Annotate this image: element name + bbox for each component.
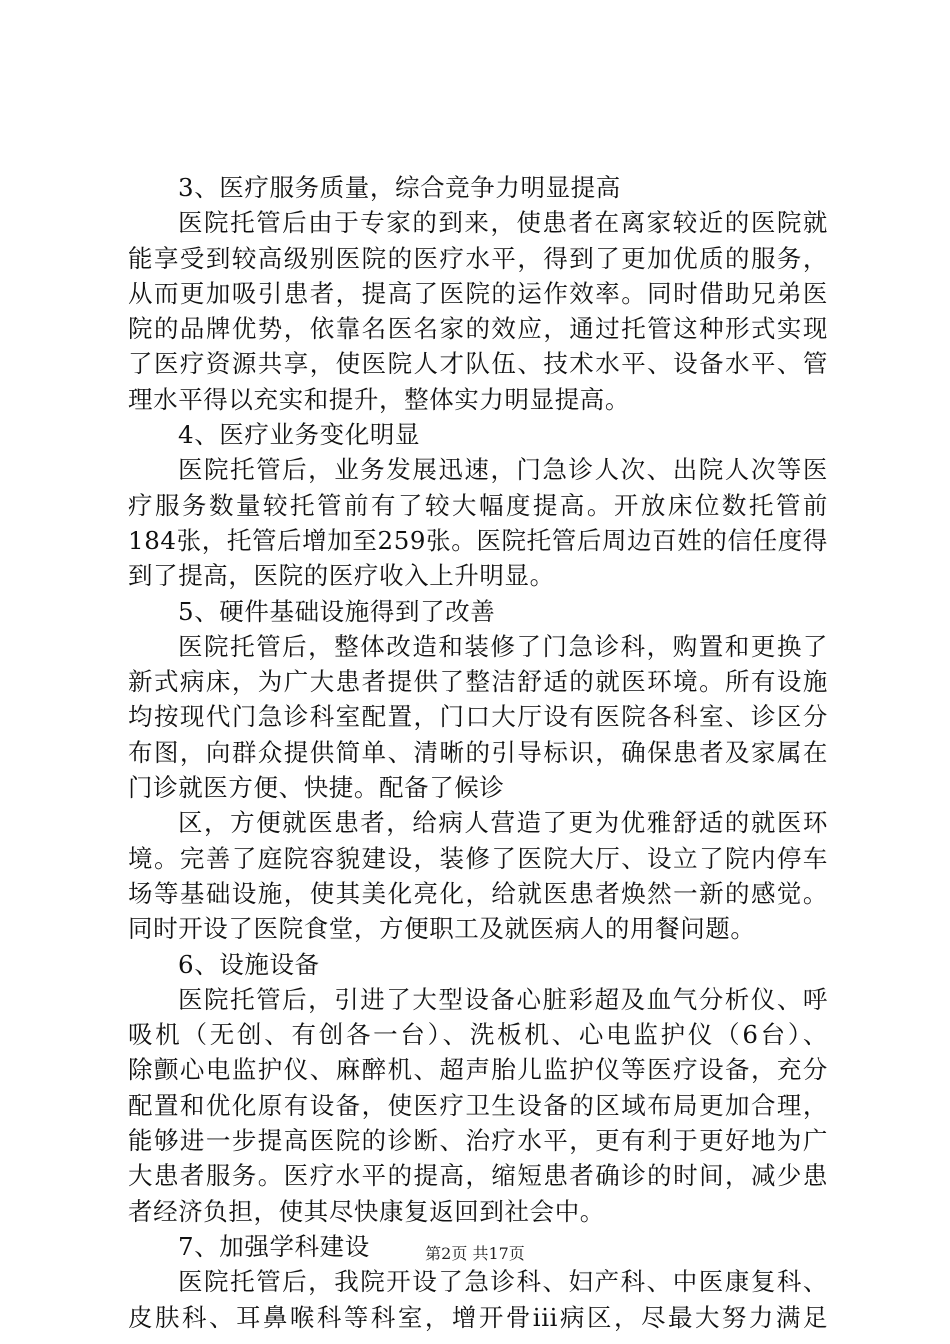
paragraph-line: 皮肤科、耳鼻喉科等科室，增开骨iii病区，尽最大努力满足 <box>128 1302 828 1332</box>
paragraph-line: 场等基础设施，使其美化亮化，给就医患者焕然一新的感觉。 <box>128 878 828 908</box>
paragraph-line: 除颤心电监护仪、麻醉机、超声胎儿监护仪等医疗设备，充分 <box>128 1055 828 1085</box>
paragraph-line: 者经济负担，使其尽快康复返回到社会中。 <box>128 1196 605 1226</box>
paragraph-line: 了医疗资源共享，使医院人才队伍、技术水平、设备水平、管 <box>128 349 828 379</box>
paragraph-line: 配置和优化原有设备，使医疗卫生设备的区域布局更加合理， <box>128 1090 828 1120</box>
paragraph-line: 同时开设了医院食堂，方便职工及就医病人的用餐问题。 <box>128 914 756 944</box>
paragraph-line: 能享受到较高级别医院的医疗水平，得到了更加优质的服务， <box>128 243 828 273</box>
paragraph-line: 到了提高，医院的医疗收入上升明显。 <box>128 561 555 591</box>
paragraph-line: 布图，向群众提供简单、清晰的引导标识，确保患者及家属在 <box>128 737 828 767</box>
section-heading: 7、加强学科建设 <box>178 1231 370 1261</box>
section-heading: 5、硬件基础设施得到了改善 <box>178 596 496 626</box>
paragraph-line: 医院托管后，业务发展迅速，门急诊人次、出院人次等医 <box>178 455 828 485</box>
paragraph-line: 医院托管后，引进了大型设备心脏彩超及血气分析仪、呼 <box>178 984 828 1014</box>
paragraph-line: 大患者服务。医疗水平的提高，缩短患者确诊的时间，减少患 <box>128 1161 828 1191</box>
paragraph-line: 医院托管后，我院开设了急诊科、妇产科、中医康复科、 <box>178 1267 828 1297</box>
paragraph-line: 门诊就医方便、快捷。配备了候诊 <box>128 773 505 803</box>
paragraph-line: 新式病床，为广大患者提供了整洁舒适的就医环境。所有设施 <box>128 667 828 697</box>
paragraph-line: 疗服务数量较托管前有了较大幅度提高。开放床位数托管前 <box>128 490 828 520</box>
paragraph-line: 从而更加吸引患者，提高了医院的运作效率。同时借助兄弟医 <box>128 278 828 308</box>
paragraph-line: 境。完善了庭院容貌建设，装修了医院大厅、设立了院内停车 <box>128 843 828 873</box>
document-body <box>128 170 828 1335</box>
paragraph-line: 184张，托管后增加至259张。医院托管后周边百姓的信任度得 <box>128 525 828 555</box>
section-heading: 3、医疗服务质量，综合竞争力明显提高 <box>178 173 621 202</box>
paragraph-line: 吸机（无创、有创各一台）、洗板机、心电监护仪（6台）、 <box>128 1020 828 1050</box>
section-heading: 4、医疗业务变化明显 <box>178 420 421 450</box>
section-heading: 6、设施设备 <box>178 949 320 979</box>
paragraph-line: 院的品牌优势，依靠名医名家的效应，通过托管这种形式实现 <box>128 314 828 344</box>
paragraph-line: 能够进一步提高医院的诊断、治疗水平，更有利于更好地为广 <box>128 1126 828 1156</box>
page-footer: 第2页 共17页 <box>425 1244 525 1263</box>
paragraph-line: 医院托管后由于专家的到来，使患者在离家较近的医院就 <box>178 208 828 238</box>
paragraph-line: 均按现代门急诊科室配置，门口大厅设有医院各科室、诊区分 <box>128 702 828 732</box>
paragraph-line: 医院托管后，整体改造和装修了门急诊科，购置和更换了 <box>178 631 828 661</box>
paragraph-line: 理水平得以充实和提升，整体实力明显提高。 <box>128 384 630 414</box>
paragraph-line: 区，方便就医患者，给病人营造了更为优雅舒适的就医环 <box>178 808 828 838</box>
